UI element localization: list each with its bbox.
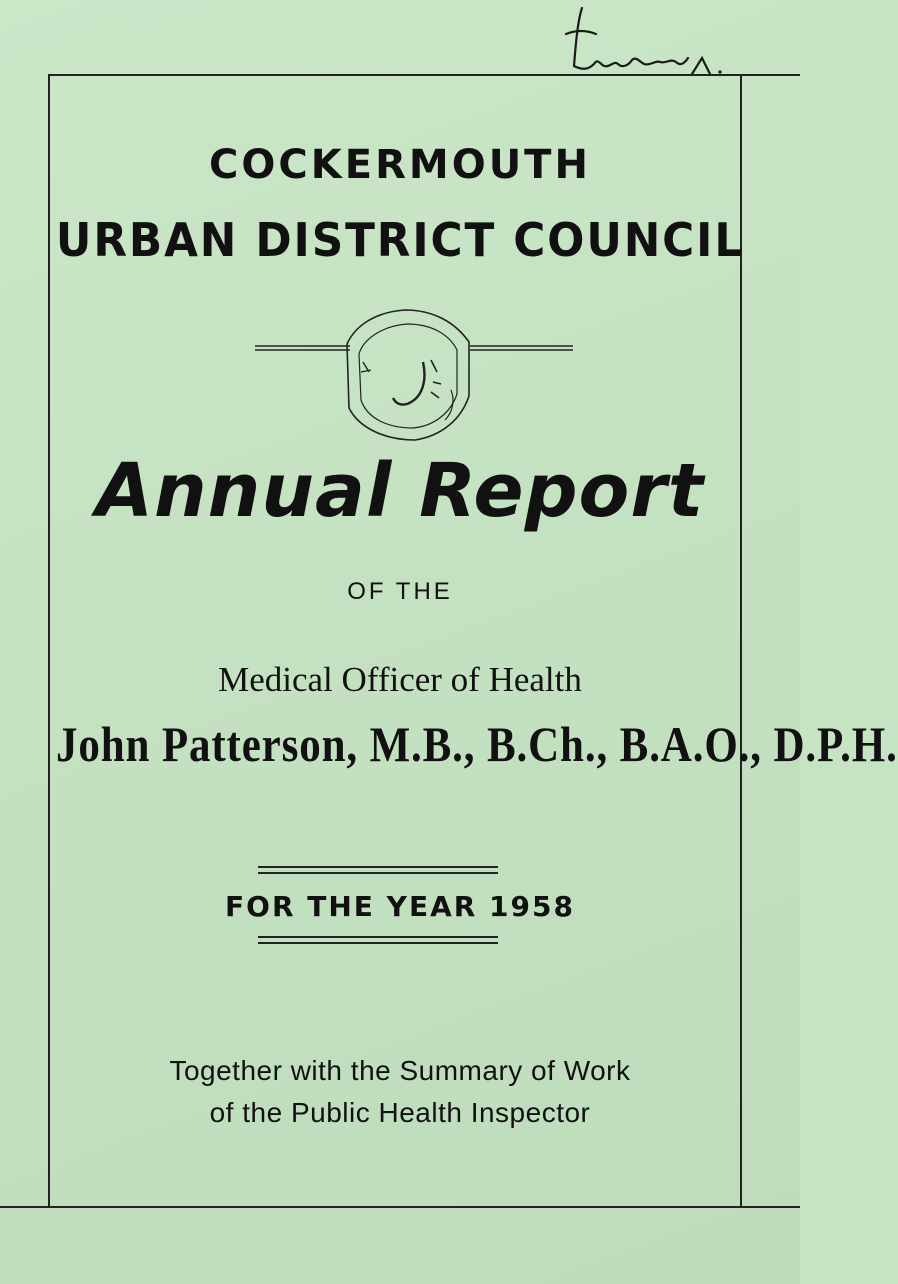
divider-bottom-2 xyxy=(258,942,498,944)
town-name: COCKERMOUTH xyxy=(209,142,591,188)
council-name: URBAN DISTRICT COUNCIL xyxy=(55,213,745,267)
report-title: Annual Report xyxy=(95,448,705,534)
officer-name: John Patterson, M.B., B.Ch., B.A.O., D.P.H. xyxy=(56,716,898,772)
frame-bottom-rule xyxy=(0,1206,800,1208)
supplement-line-1: Together with the Summary of Work xyxy=(169,1055,631,1086)
of-the-label: OF THE xyxy=(347,578,453,605)
borough-seal-icon xyxy=(255,300,575,450)
divider-bottom-1 xyxy=(258,936,498,938)
supplement-line-2: of the Public Health Inspector xyxy=(209,1097,591,1128)
officer-title: Medical Officer of Health xyxy=(218,660,582,699)
handwritten-library-annotation xyxy=(552,0,732,78)
divider-top-2 xyxy=(258,872,498,874)
divider-top-1 xyxy=(258,866,498,868)
report-year: FOR THE YEAR 1958 xyxy=(225,890,575,923)
